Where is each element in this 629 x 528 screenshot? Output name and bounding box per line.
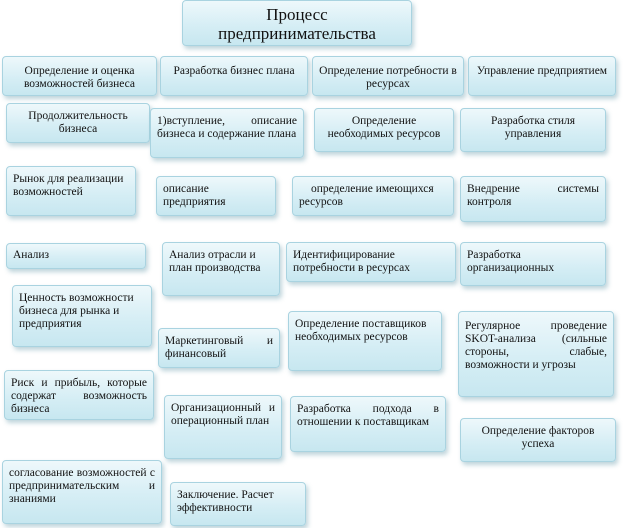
step-introduction-description: 1)вступление, описание бизнеса и содержание плана (150, 108, 304, 158)
step-resource-needs: Идентифицирование потребности в ресурсах (286, 242, 456, 282)
step-required-resources: Определение необходимых ресурсов (314, 108, 454, 152)
step-organizational-development: Разработка организационных (460, 242, 606, 286)
column-header-opportunities: Определение и оценка возможностей бизнеса (2, 56, 157, 96)
step-analysis: Анализ (6, 243, 146, 269)
step-find-suppliers: Определение поставщиков необходимых ресурсов (288, 311, 442, 371)
step-matching-opportunities: согласование возможностей с предпринимательским и знаниями (2, 460, 162, 524)
step-skot-analysis: Регулярное проведение SKOT-анализа (сильные стороны, слабые, возможности и угрозы (458, 311, 614, 397)
diagram-title (182, 0, 412, 46)
step-business-duration: Продолжительность бизнеса (6, 103, 150, 143)
title-line-2: предпринимательства (218, 24, 376, 43)
step-enterprise-description: описание предприятия (156, 176, 276, 216)
step-opportunity-value: Ценность возможности бизнеса для рынка и предприятия (12, 285, 152, 347)
step-available-resources: определение имеющихся ресурсов (292, 176, 454, 216)
column-header-management: Управление предприятием (468, 56, 616, 96)
column-header-resources: Определение потребности в ресурсах (312, 56, 464, 96)
step-control-system: Внедрение системы контроля (460, 176, 606, 222)
step-industry-analysis: Анализ отрасли и план производства (162, 242, 280, 296)
step-supplier-approach: Разработка подхода в отношении к поставщикам (290, 396, 446, 452)
step-market-for-opportunities: Рынок для реализации возможностей (6, 166, 136, 216)
step-marketing-financial: Маркетинговый и финансовый (158, 328, 280, 368)
step-success-factors: Определение факторов успеха (460, 418, 616, 462)
column-header-business-plan: Разработка бизнес плана (160, 56, 308, 96)
step-management-style: Разработка стиля управления (460, 108, 606, 152)
step-conclusion: Заключение. Расчет эффективности (170, 482, 306, 526)
step-risk-and-profit: Риск и прибыль, которые содержат возможность бизнеса (4, 370, 154, 420)
title-line-1: Процесс (266, 5, 328, 24)
step-organizational-plan: Организационный и операционный план (164, 395, 282, 459)
